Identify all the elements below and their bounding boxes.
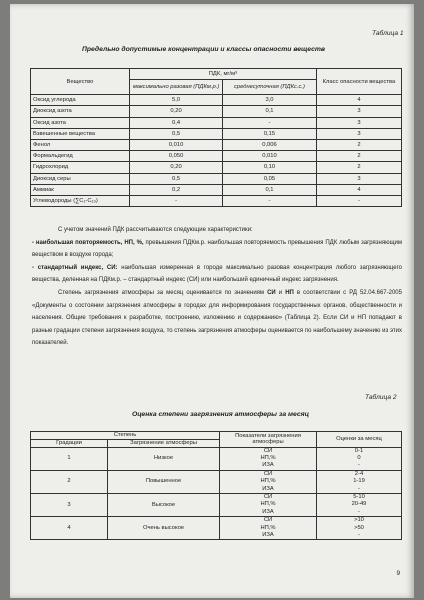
header-substance: Вещество	[31, 69, 130, 95]
indicator-list: СИ НП,% ИЗА	[220, 447, 317, 470]
table-row	[31, 117, 402, 128]
substance-name: Диоксид азота	[31, 106, 130, 117]
indicator-list: СИ НП,% ИЗА	[220, 470, 317, 493]
paragraph: - наибольшая повторяемость, НП, %, превышения ПДКм.р. наибольшая повторяемость превышения ПДК любым загрязняющим веществом в воздухе города;	[32, 239, 402, 259]
hazard-class-value: 3	[316, 173, 401, 184]
page-number: 9	[396, 570, 400, 577]
header-pdk-group: ПДК, мг/м³	[129, 69, 316, 80]
pollution-level: Очень высокое	[108, 517, 220, 540]
max-single-value: 0,4	[129, 117, 222, 128]
hazard-class-value: 2	[316, 139, 401, 150]
header-max-single: максимально разовая (ПДКм.р.)	[129, 80, 222, 95]
table2-title: Оценка степени загрязнения атмосферы за месяц	[132, 411, 310, 418]
max-single-value: 0,20	[129, 106, 222, 117]
header-gradation: Градации	[31, 439, 108, 447]
table-row	[31, 195, 402, 206]
score-list: 2-4 1-19 -	[317, 470, 402, 493]
table-row	[31, 184, 402, 195]
daily-avg-value: 0,010	[223, 151, 317, 162]
pollution-level: Низкое	[108, 447, 220, 470]
table-row	[31, 128, 402, 139]
substance-name: Взвешенные вещества	[31, 128, 130, 139]
gradation-number: 4	[31, 517, 108, 540]
daily-avg-value: 0,1	[223, 106, 317, 117]
table-row	[31, 470, 402, 493]
substance-name: Формальдегид	[31, 151, 130, 162]
daily-avg-value: 3,0	[223, 95, 317, 106]
header-pollution: Загрязнение атмосферы	[108, 439, 220, 447]
max-single-value: 0,050	[129, 151, 222, 162]
table-row	[31, 151, 402, 162]
max-single-value: 0,5	[129, 128, 222, 139]
daily-avg-value: -	[223, 117, 317, 128]
hazard-class-value: 2	[316, 151, 401, 162]
header-indicators: Показатели загрязнения атмосферы	[220, 432, 317, 448]
hazard-class-value: 4	[316, 184, 401, 195]
substance-name: Оксид углерода	[31, 95, 130, 106]
gradation-number: 2	[31, 470, 108, 493]
term-bold: - стандартный индекс, СИ:	[32, 264, 118, 271]
document-page	[10, 4, 414, 598]
paragraph: С учетом значений ПДК рассчитываются следующие характеристики:	[58, 227, 253, 233]
body-text	[32, 224, 402, 350]
substance-name: Фенол	[31, 139, 130, 150]
score-list: 0-1 0 -	[317, 447, 402, 470]
header-hazard-class: Класс опасности вещества	[316, 69, 401, 95]
table-row	[31, 162, 402, 173]
table1-title: Предельно допустимые концентрации и классы опасности веществ	[82, 46, 326, 53]
max-single-value: 0,010	[129, 139, 222, 150]
daily-avg-value: 0,1	[223, 184, 317, 195]
hazard-class-value: 3	[316, 106, 401, 117]
max-single-value: 0,2	[129, 184, 222, 195]
table-row	[31, 106, 402, 117]
score-list: >10 >50 -	[317, 517, 402, 540]
substance-name: Диоксид серы	[31, 173, 130, 184]
term-bold: - наибольшая повторяемость, НП, %,	[32, 239, 144, 246]
hazard-class-value: 3	[316, 128, 401, 139]
substance-name: Углеводороды (∑C₁-C₁₀)	[31, 195, 130, 206]
paragraph: Степень загрязнения атмосферы за месяц оценивается по значениям СИ и НП в соответствии с РД 52.04.667-2005 «Документы о состоянии загрязнения атмосферы в городах для информирования государственных органов, общественности и населения. Общие требования к разработке, построению, изложению и содержанию» (Таблица 2). Если СИ и НП попадают в разные градации степени загрязнения воздуха, то степень загрязнения атмосферы оценивается по наибольшему значению из этих показателей.	[32, 289, 402, 347]
indicator-list: СИ НП,% ИЗА	[220, 493, 317, 516]
hazard-class-value: 4	[316, 95, 401, 106]
daily-avg-value: 0,05	[223, 173, 317, 184]
table-row	[31, 493, 402, 516]
table-row	[31, 447, 402, 470]
table-row	[31, 95, 402, 106]
max-single-value: -	[129, 195, 222, 206]
max-single-value: 0,20	[129, 162, 222, 173]
header-daily-avg: среднесуточная (ПДКс.с.)	[223, 80, 317, 95]
hazard-class-value: 3	[316, 117, 401, 128]
score-list: 5-10 20-49 -	[317, 493, 402, 516]
daily-avg-value: -	[223, 195, 317, 206]
pollution-level: Повышенное	[108, 470, 220, 493]
table-row	[31, 139, 402, 150]
max-single-value: 5,0	[129, 95, 222, 106]
pollution-level: Высокое	[108, 493, 220, 516]
hazard-class-value: -	[316, 195, 401, 206]
header-degree: Степень	[31, 432, 220, 440]
daily-avg-value: 0,15	[223, 128, 317, 139]
pdk-table	[30, 68, 402, 207]
header-scores: Оценки за месяц	[317, 432, 402, 448]
substance-name: Гидрохлорид	[31, 162, 130, 173]
table-row	[31, 517, 402, 540]
paragraph: - стандартный индекс, СИ: наибольшая измеренная в городе максимально разовая концентрация любого загрязняющего вещества, деленная на ПДКм.р. – стандартный индекс (СИ) или наибольший единичный индекс загрязнения.	[32, 264, 402, 284]
hazard-class-value: 2	[316, 162, 401, 173]
substance-name: Оксид азота	[31, 117, 130, 128]
daily-avg-value: 0,10	[223, 162, 317, 173]
daily-avg-value: 0,006	[223, 139, 317, 150]
max-single-value: 0,5	[129, 173, 222, 184]
pollution-grade-table	[30, 431, 402, 540]
table1-caption: Таблица 1	[372, 30, 404, 37]
gradation-number: 3	[31, 493, 108, 516]
gradation-number: 1	[31, 447, 108, 470]
substance-name: Аммиак	[31, 184, 130, 195]
table2-caption: Таблица 2	[365, 394, 397, 401]
indicator-list: СИ НП,% ИЗА	[220, 517, 317, 540]
table-row	[31, 173, 402, 184]
